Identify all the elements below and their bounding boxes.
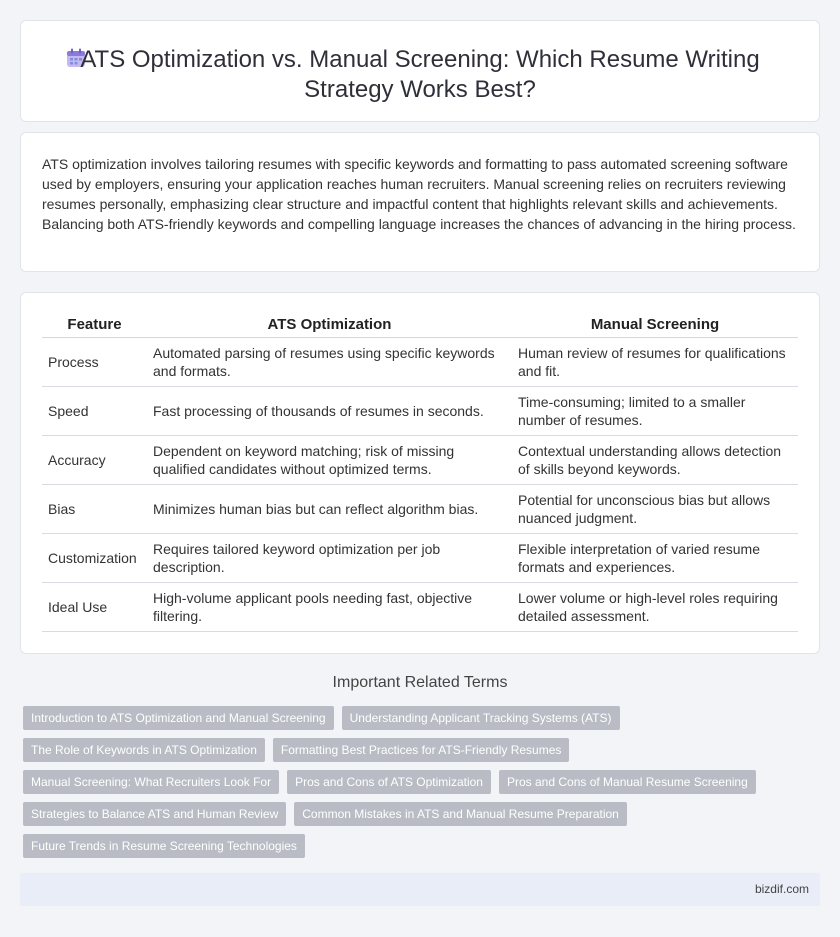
- ats-cell: Requires tailored keyword optimization per job description.: [147, 533, 512, 582]
- tag-row: [23, 738, 803, 762]
- feature-cell: Customization: [42, 533, 147, 582]
- header-ats: ATS Optimization: [147, 313, 512, 337]
- ats-cell: High-volume applicant pools needing fast, objective filtering.: [147, 582, 512, 631]
- related-term-tag[interactable]: Common Mistakes in ATS and Manual Resume Preparation: [294, 802, 627, 826]
- tag-row: [23, 802, 803, 826]
- related-term-tag[interactable]: Pros and Cons of ATS Optimization: [287, 770, 491, 794]
- table-row: [42, 435, 798, 484]
- feature-cell: Process: [42, 337, 147, 386]
- footer-brand[interactable]: bizdif.com: [754, 882, 809, 896]
- header-feature: Feature: [42, 313, 147, 337]
- related-term-tag[interactable]: Formatting Best Practices for ATS-Friendly Resumes: [273, 738, 570, 762]
- related-term-tag[interactable]: Manual Screening: What Recruiters Look For: [23, 770, 279, 794]
- tag-row: [23, 834, 803, 858]
- related-term-tag[interactable]: Pros and Cons of Manual Resume Screening: [499, 770, 756, 794]
- ats-cell: Dependent on keyword matching; risk of missing qualified candidates without optimized terms.: [147, 435, 512, 484]
- comparison-table: [42, 313, 798, 632]
- related-term-tag[interactable]: Understanding Applicant Tracking Systems (ATS): [342, 706, 620, 730]
- table-row: [42, 386, 798, 435]
- header-manual: Manual Screening: [512, 313, 798, 337]
- manual-cell: Human review of resumes for qualifications and fit.: [512, 337, 798, 386]
- table-row: [42, 484, 798, 533]
- related-terms-title: Important Related Terms: [332, 674, 508, 691]
- manual-cell: Contextual understanding allows detection of skills beyond keywords.: [512, 435, 798, 484]
- table-header-row: [42, 313, 798, 337]
- feature-cell: Speed: [42, 386, 147, 435]
- comparison-table-card: [20, 292, 820, 654]
- feature-cell: Bias: [42, 484, 147, 533]
- table-row: [42, 337, 798, 386]
- ats-cell: Fast processing of thousands of resumes in seconds.: [147, 386, 512, 435]
- tag-row: [23, 770, 803, 794]
- related-term-tag[interactable]: The Role of Keywords in ATS Optimization: [23, 738, 265, 762]
- related-terms-list: [23, 706, 803, 866]
- ats-cell: Minimizes human bias but can reflect algorithm bias.: [147, 484, 512, 533]
- intro-text: ATS optimization involves tailoring resumes with specific keywords and formatting to pass automated screening software used by employers, ensuring your application reaches human recruiters. Manual screening relies on recruiters reviewing resumes personally, emphasizing clear structure and impactful content that highlights relevant skills and achievements. Balancing both ATS-friendly keywords and compelling language increases the chances of advancing in the hiring process.: [42, 156, 796, 232]
- manual-cell: Time-consuming; limited to a smaller number of resumes.: [512, 386, 798, 435]
- header-card: [20, 20, 820, 122]
- tag-row: [23, 706, 803, 730]
- table-row: [42, 533, 798, 582]
- intro-card: [20, 132, 820, 272]
- related-term-tag[interactable]: Future Trends in Resume Screening Technologies: [23, 834, 305, 858]
- feature-cell: Accuracy: [42, 435, 147, 484]
- page-title: ATS Optimization vs. Manual Screening: Which Resume Writing Strategy Works Best?: [80, 46, 760, 103]
- ats-cell: Automated parsing of resumes using specific keywords and formats.: [147, 337, 512, 386]
- manual-cell: Flexible interpretation of varied resume formats and experiences.: [512, 533, 798, 582]
- manual-cell: Potential for unconscious bias but allows nuanced judgment.: [512, 484, 798, 533]
- footer: [20, 873, 820, 906]
- related-term-tag[interactable]: Strategies to Balance ATS and Human Review: [23, 802, 286, 826]
- related-term-tag[interactable]: Introduction to ATS Optimization and Manual Screening: [23, 706, 334, 730]
- feature-cell: Ideal Use: [42, 582, 147, 631]
- manual-cell: Lower volume or high-level roles requiring detailed assessment.: [512, 582, 798, 631]
- table-row: [42, 582, 798, 631]
